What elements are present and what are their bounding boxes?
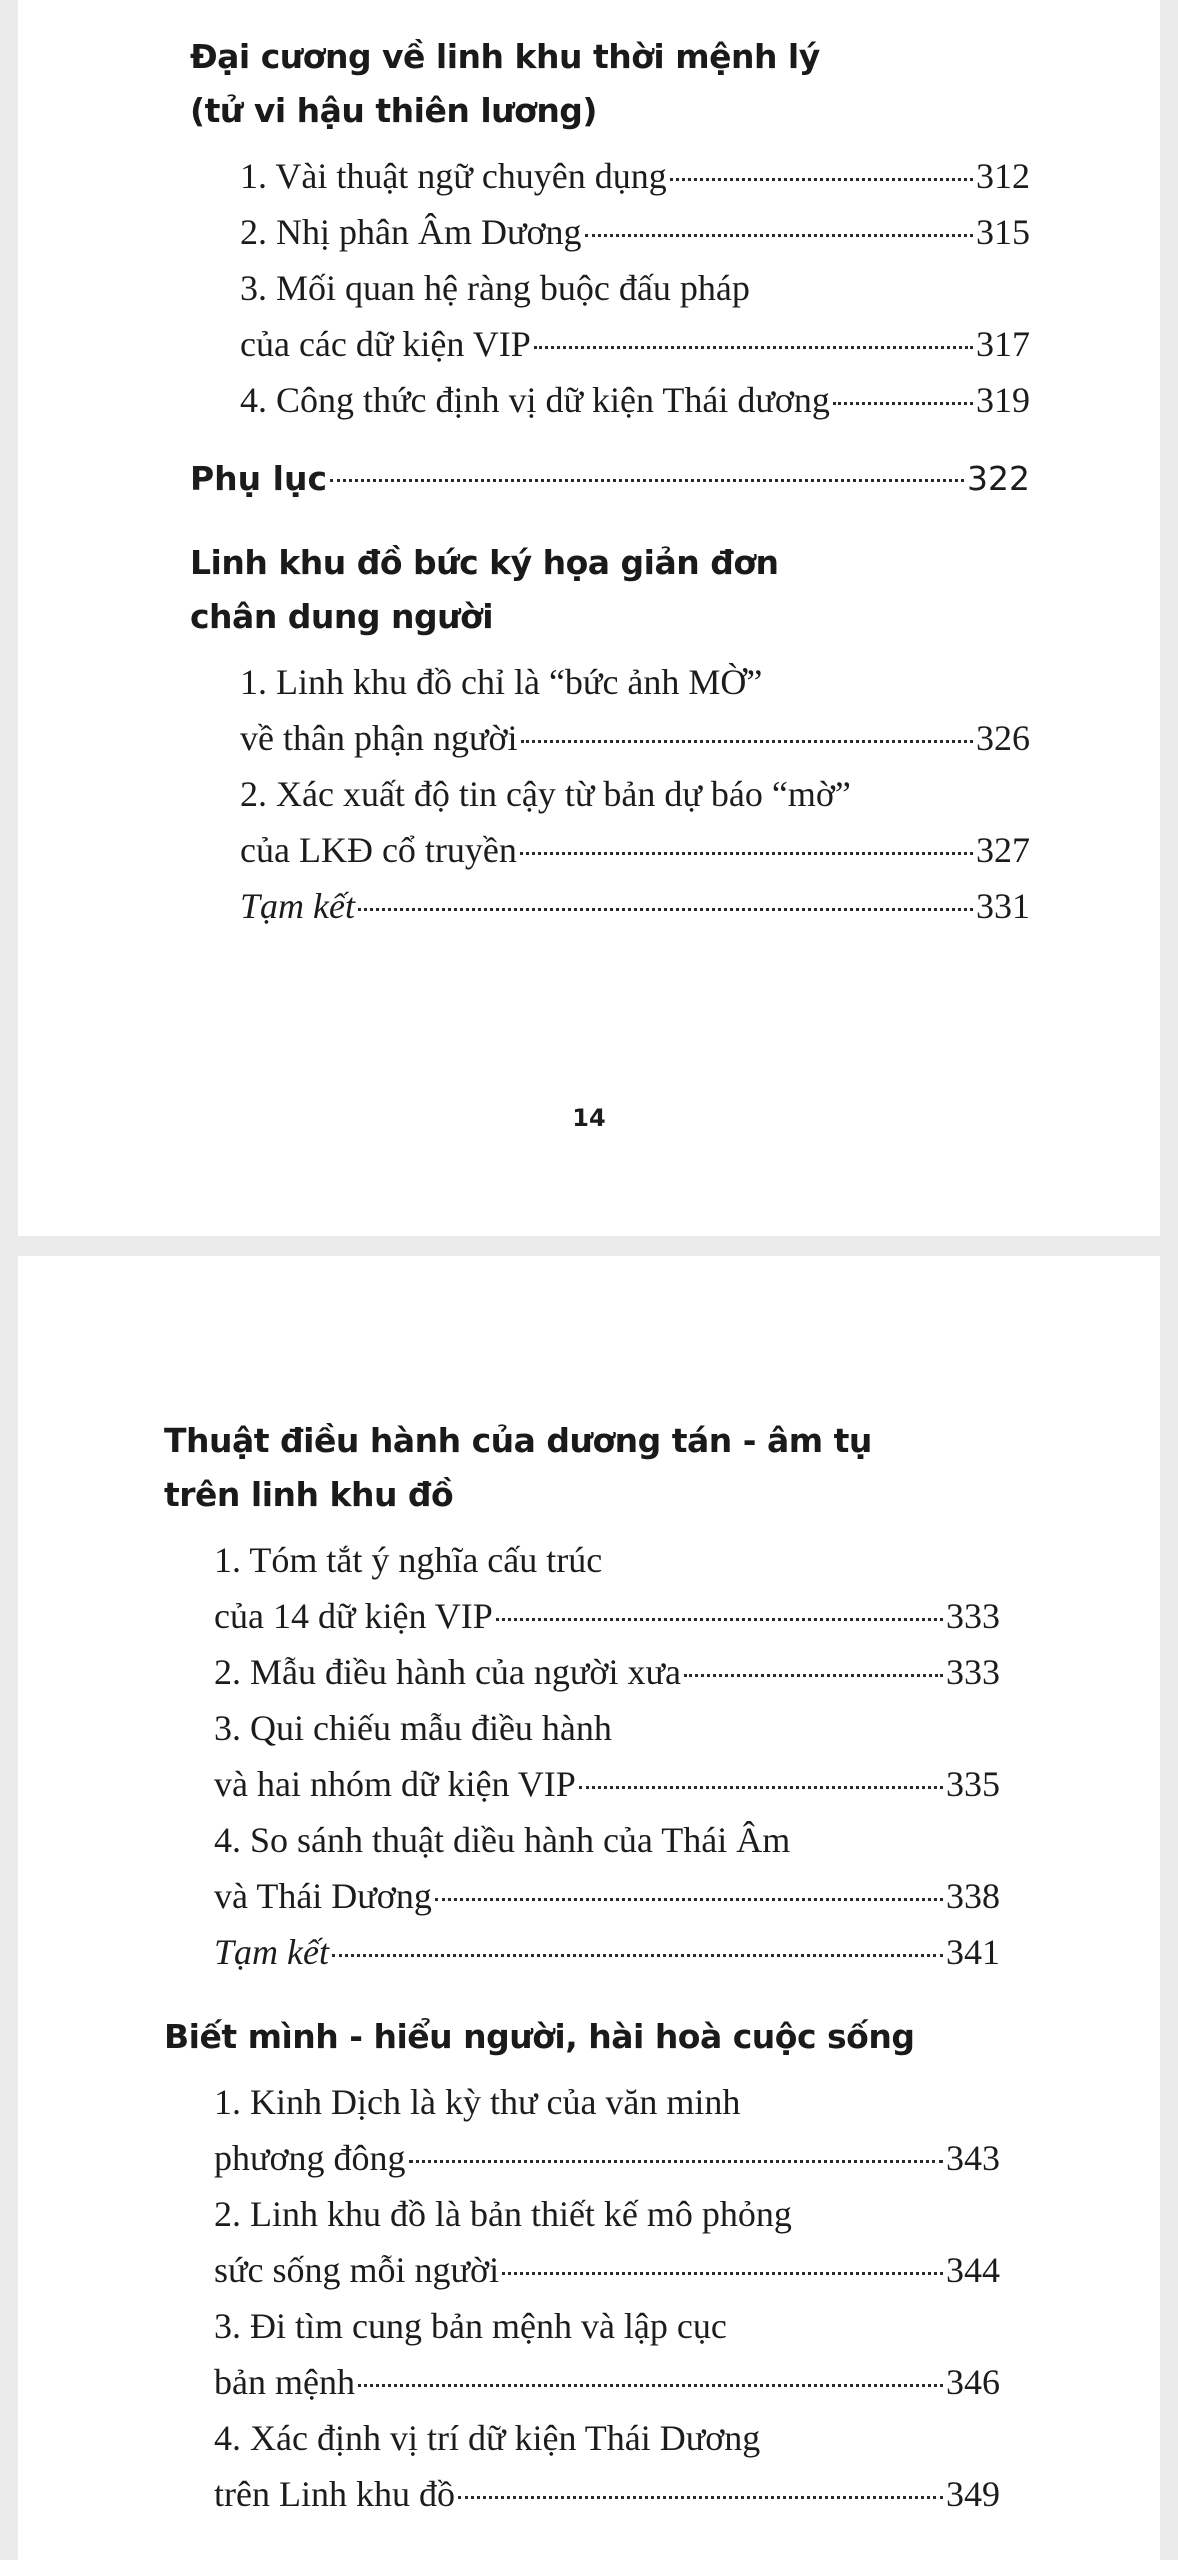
toc-list — [164, 1532, 1000, 1980]
dot-leader — [520, 852, 973, 855]
dot-leader — [579, 1786, 943, 1789]
section-heading: Đại cương về linh khu thời mệnh lý (tử vi hậu thiên lương) — [190, 37, 820, 130]
page-ref: 327 — [976, 830, 1030, 870]
dot-leader — [330, 479, 964, 482]
page-ref: 344 — [946, 2250, 1000, 2290]
appendix-entry: Phụ lục 322 — [190, 452, 1030, 506]
toc-entry: 3. Đi tìm cung bản mệnh và lập cục bản mệnh 346 — [164, 2298, 1000, 2410]
dot-leader — [670, 178, 973, 181]
toc-list — [190, 654, 1030, 934]
book-page-next — [18, 1256, 1160, 2560]
toc-entry: 4. So sánh thuật diều hành của Thái Âm và Thái Dương 338 — [164, 1812, 1000, 1924]
dot-leader — [435, 1898, 943, 1901]
dot-leader — [332, 1954, 943, 1957]
dot-leader — [358, 2384, 943, 2387]
toc-entry: 1. Linh khu đồ chỉ là “bức ảnh MỜ” về thân phận người 326 — [190, 654, 1030, 766]
page-number: 14 — [572, 1104, 606, 1132]
page-ref: 319 — [976, 380, 1030, 420]
dot-leader — [358, 908, 973, 911]
toc-entry: 1. Vài thuật ngữ chuyên dụng 312 — [190, 148, 1030, 204]
dot-leader — [502, 2272, 943, 2275]
dot-leader — [585, 234, 973, 237]
toc-entry: 4. Xác định vị trí dữ kiện Thái Dương trên Linh khu đồ 349 — [164, 2410, 1000, 2522]
dot-leader — [521, 740, 974, 743]
toc-list — [190, 148, 1030, 428]
toc-content — [164, 1414, 1000, 2526]
section-heading: Linh khu đồ bức ký họa giản đơn chân dung người — [190, 543, 779, 636]
page-ref: 326 — [976, 718, 1030, 758]
dot-leader — [458, 2496, 943, 2499]
toc-entry: 2. Xác xuất độ tin cậy từ bản dự báo “mờ” của LKĐ cổ truyền 327 — [190, 766, 1030, 878]
dot-leader — [534, 346, 973, 349]
toc-entry: 2. Mẫu điều hành của người xưa 333 — [164, 1644, 1000, 1700]
toc-entry: 1. Tóm tắt ý nghĩa cấu trúc của 14 dữ kiện VIP 333 — [164, 1532, 1000, 1644]
toc-entry: 2. Nhị phân Âm Dương 315 — [190, 204, 1030, 260]
book-page-14 — [18, 0, 1160, 1236]
dot-leader — [833, 402, 973, 405]
page-ref: 346 — [946, 2362, 1000, 2402]
page-ref: 317 — [976, 324, 1030, 364]
page-ref: 333 — [946, 1652, 1000, 1692]
toc-entry: 4. Công thức định vị dữ kiện Thái dương 319 — [190, 372, 1030, 428]
dot-leader — [496, 1618, 943, 1621]
toc-entry: 3. Mối quan hệ ràng buộc đấu pháp của các dữ kiện VIP 317 — [190, 260, 1030, 372]
page-ref: 315 — [976, 212, 1030, 252]
toc-list — [164, 2074, 1000, 2522]
toc-entry: 3. Qui chiếu mẫu điều hành và hai nhóm dữ kiện VIP 335 — [164, 1700, 1000, 1812]
page-ref: 338 — [946, 1876, 1000, 1916]
section-heading: Thuật điều hành của dương tán - âm tụ trên linh khu đồ — [164, 1421, 872, 1514]
page-ref: 322 — [967, 459, 1030, 498]
toc-entry: 2. Linh khu đồ là bản thiết kế mô phỏng sức sống mỗi người 344 — [164, 2186, 1000, 2298]
page-ref: 349 — [946, 2474, 1000, 2514]
toc-entry-conclusion: Tạm kết 341 — [164, 1924, 1000, 1980]
toc-content — [190, 30, 1030, 938]
page-ref: 343 — [946, 2138, 1000, 2178]
page-ref: 333 — [946, 1596, 1000, 1636]
dot-leader — [409, 2160, 943, 2163]
page-ref: 341 — [946, 1932, 1000, 1972]
page-ref: 335 — [946, 1764, 1000, 1804]
section-heading: Biết mình - hiểu người, hài hoà cuộc sống — [164, 2017, 915, 2056]
toc-entry: 1. Kinh Dịch là kỳ thư của văn minh phương đông 343 — [164, 2074, 1000, 2186]
toc-entry-conclusion: Tạm kết 331 — [190, 878, 1030, 934]
dot-leader — [684, 1674, 943, 1677]
page-ref: 312 — [976, 156, 1030, 196]
page-ref: 331 — [976, 886, 1030, 926]
